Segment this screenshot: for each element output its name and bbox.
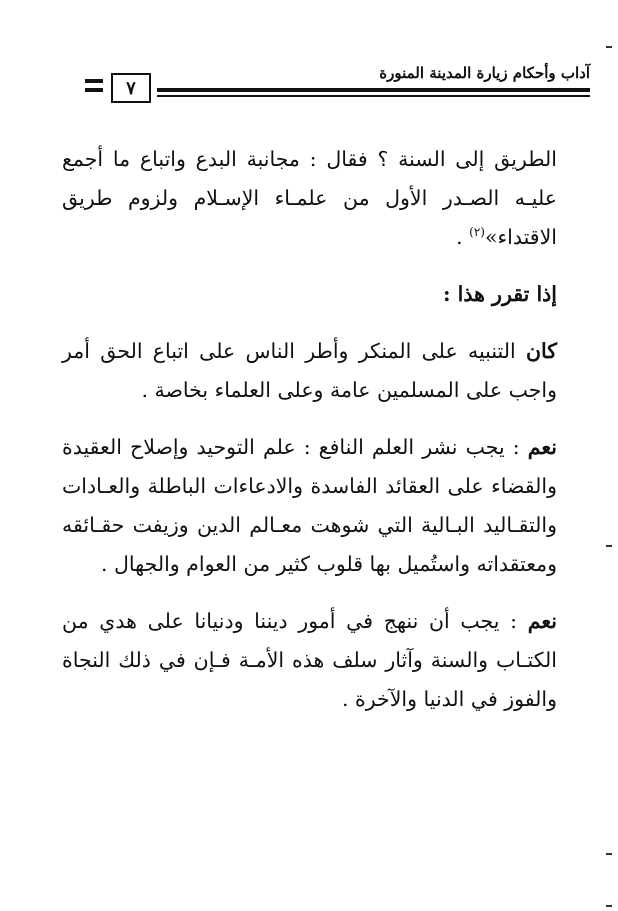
section-heading xyxy=(62,275,557,314)
header-rule-thick xyxy=(157,88,590,92)
paragraph-3-keyword: كان xyxy=(525,339,557,363)
paragraph-5-keyword: نعم xyxy=(527,609,557,633)
paragraph-4-text: : يجب نشر العلم النافع : علم التوحيد وإصلاح العقيدة والقضاء على العقائد الفاسدة والادعاءات الباطلة والعـادات والتقـاليد البـالية التي شوهت معـالم الدين وزيفت حقـائقه ومعتقداته واستُميل بها قلوب كثير من العوام والجهال . xyxy=(62,435,557,576)
footnote-marker: (٢) xyxy=(469,225,485,240)
paragraph-5 xyxy=(62,602,557,719)
margin-mark xyxy=(606,46,612,48)
paragraph-1 xyxy=(62,140,557,257)
header-rule-thin xyxy=(157,95,590,97)
paragraph-1-tail: . xyxy=(456,225,470,249)
margin-mark xyxy=(606,545,612,547)
header-ornament xyxy=(85,79,103,93)
paragraph-3 xyxy=(62,332,557,410)
paragraph-3-text: التنبيه على المنكر وأطر الناس على اتباع الحق أمر واجب على المسلمين عامة وعلى العلماء بخاصة . xyxy=(62,339,557,402)
page-number-box xyxy=(111,73,151,103)
paragraph-4-keyword: نعم xyxy=(527,435,557,459)
margin-mark xyxy=(606,905,612,907)
margin-mark xyxy=(606,853,612,855)
paragraph-1-text: الطريق إلى السنة ؟ فقال : مجانبة البدع واتباع ما أجمع عليـه الصـدر الأول من علمـاء الإسـلام ولزوم طريق الاقتداء» xyxy=(62,147,557,249)
page-body xyxy=(62,140,557,719)
running-title: آداب وأحكام زيارة المدينة المنورة xyxy=(379,64,590,82)
heading-text: إذا تقرر هذا : xyxy=(442,282,557,306)
page-header xyxy=(85,64,590,110)
paragraph-5-text: : يجب أن ننهج في أمور ديننا ودنيانا على هدي من الكتـاب والسنة وآثار سلف هذه الأمـة فـإن في ذلك النجاة والفوز في الدنيا والآخرة . xyxy=(62,609,557,711)
page-number: ٧ xyxy=(126,77,136,99)
paragraph-4 xyxy=(62,428,557,584)
